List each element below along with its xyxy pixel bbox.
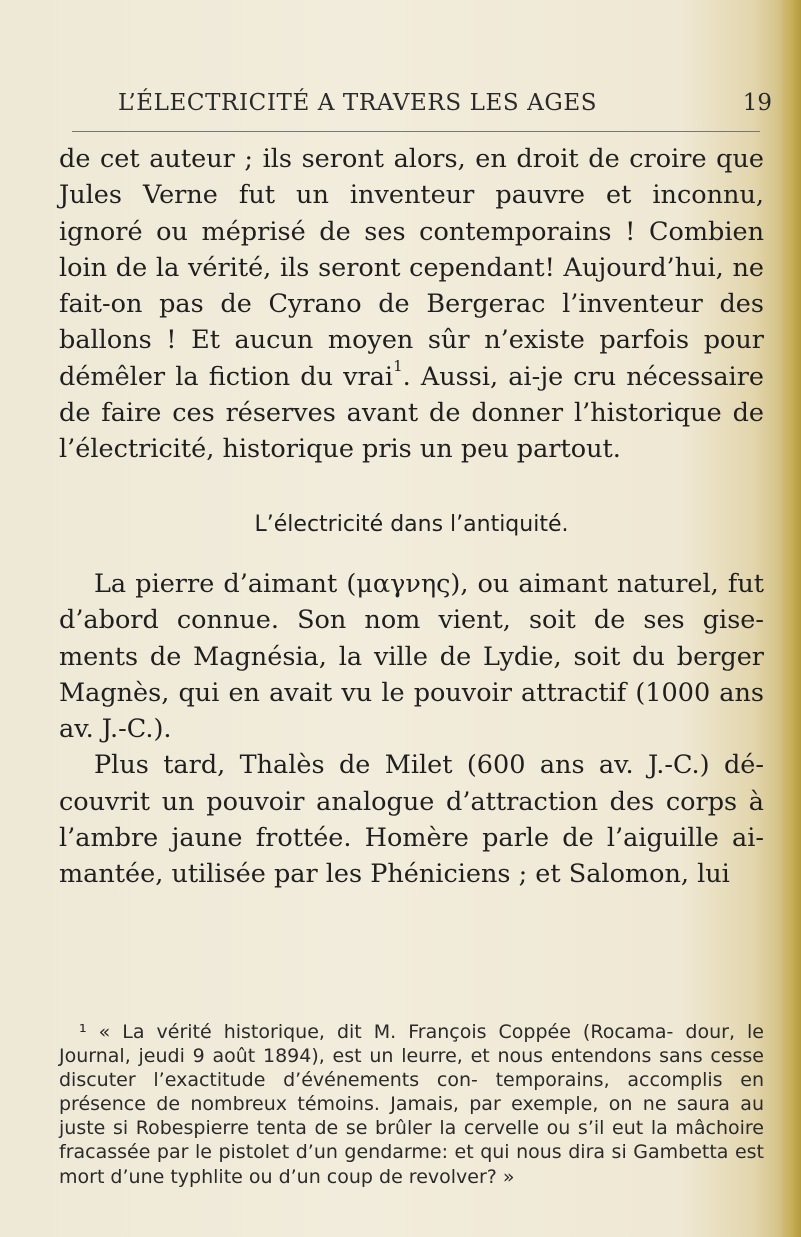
page-edge-shadow [779, 0, 801, 1237]
section-title: L’électricité dans l’antiquité. [254, 512, 569, 537]
line-8: de faire ces réserves avant de donner l’historique de [59, 398, 764, 429]
line-2: que Jules Verne fut un inventeur pauvre et inconnu, [59, 144, 764, 211]
running-header [60, 90, 772, 120]
line-7: démêler la fiction du vrai [59, 361, 394, 392]
line-9: l’électricité, historique pris un peu partout. [59, 434, 621, 465]
running-title: L’ÉLECTRICITÉ A TRAVERS LES AGES [118, 90, 598, 116]
line-6: ballons ! Et aucun moyen sûr n’existe parfois pour [59, 325, 764, 356]
footnote-text: ¹ « La vérité historique, dit M. François Coppée (Rocama- dour, le Journal, jeudi 9 août 1894), est un leurre, et nous entendons sans cesse discuter l’exactitude d’événements con- temporains, accomplis en présence de nombreux témoins. Jamais, par exemple, on ne saura au juste si Robespierre tenta de se brûler la cervelle ou s’il eut la mâchoire fracassée par le pistolet d’un gendarme: et qui nous dira si Gambetta est mort d’une typhlite ou d’un coup de revolver? » [59, 1021, 764, 1188]
paragraph-1-text [59, 141, 764, 468]
header-rule [72, 131, 760, 132]
paragraphs-2-3 [59, 566, 764, 893]
footnote [59, 1020, 764, 1189]
line-4: loin de la vérité, ils seront cependant! Aujourd’hui, ne [59, 252, 764, 283]
line-1: de cet auteur ; ils seront alors, en droit de croire [59, 144, 707, 174]
line-3: ignoré ou méprisé de ses contemporains ! Combien [59, 216, 764, 247]
paragraph-1 [59, 141, 764, 468]
paragraph-3: Plus tard, Thalès de Milet (600 ans av. J.-C.) dé- couvrit un pouvoir analogue d’attraction des corps à l’ambre jaune frottée. Homère parle de l’aiguille ai- mantée, utilisée par les Phéniciens ; et Salomon, lui [59, 750, 764, 890]
footnote-marker: 1 [393, 356, 403, 375]
paragraph-2: La pierre d’aimant (μαγνης), ou aimant naturel, fut d’abord connue. Son nom vient, soit de ses gise- ments de Magnésia, la ville de Lydie, soit du berger Magnès, qui en avait vu le pouvoir attractif (1000 ans av. J.-C.). [59, 569, 764, 745]
line-5: fait-on pas de Cyrano de Bergerac l’inventeur des [59, 289, 764, 320]
page-number: 19 [742, 90, 772, 116]
line-7b: . Aussi, ai-je cru nécessaire [402, 361, 764, 392]
